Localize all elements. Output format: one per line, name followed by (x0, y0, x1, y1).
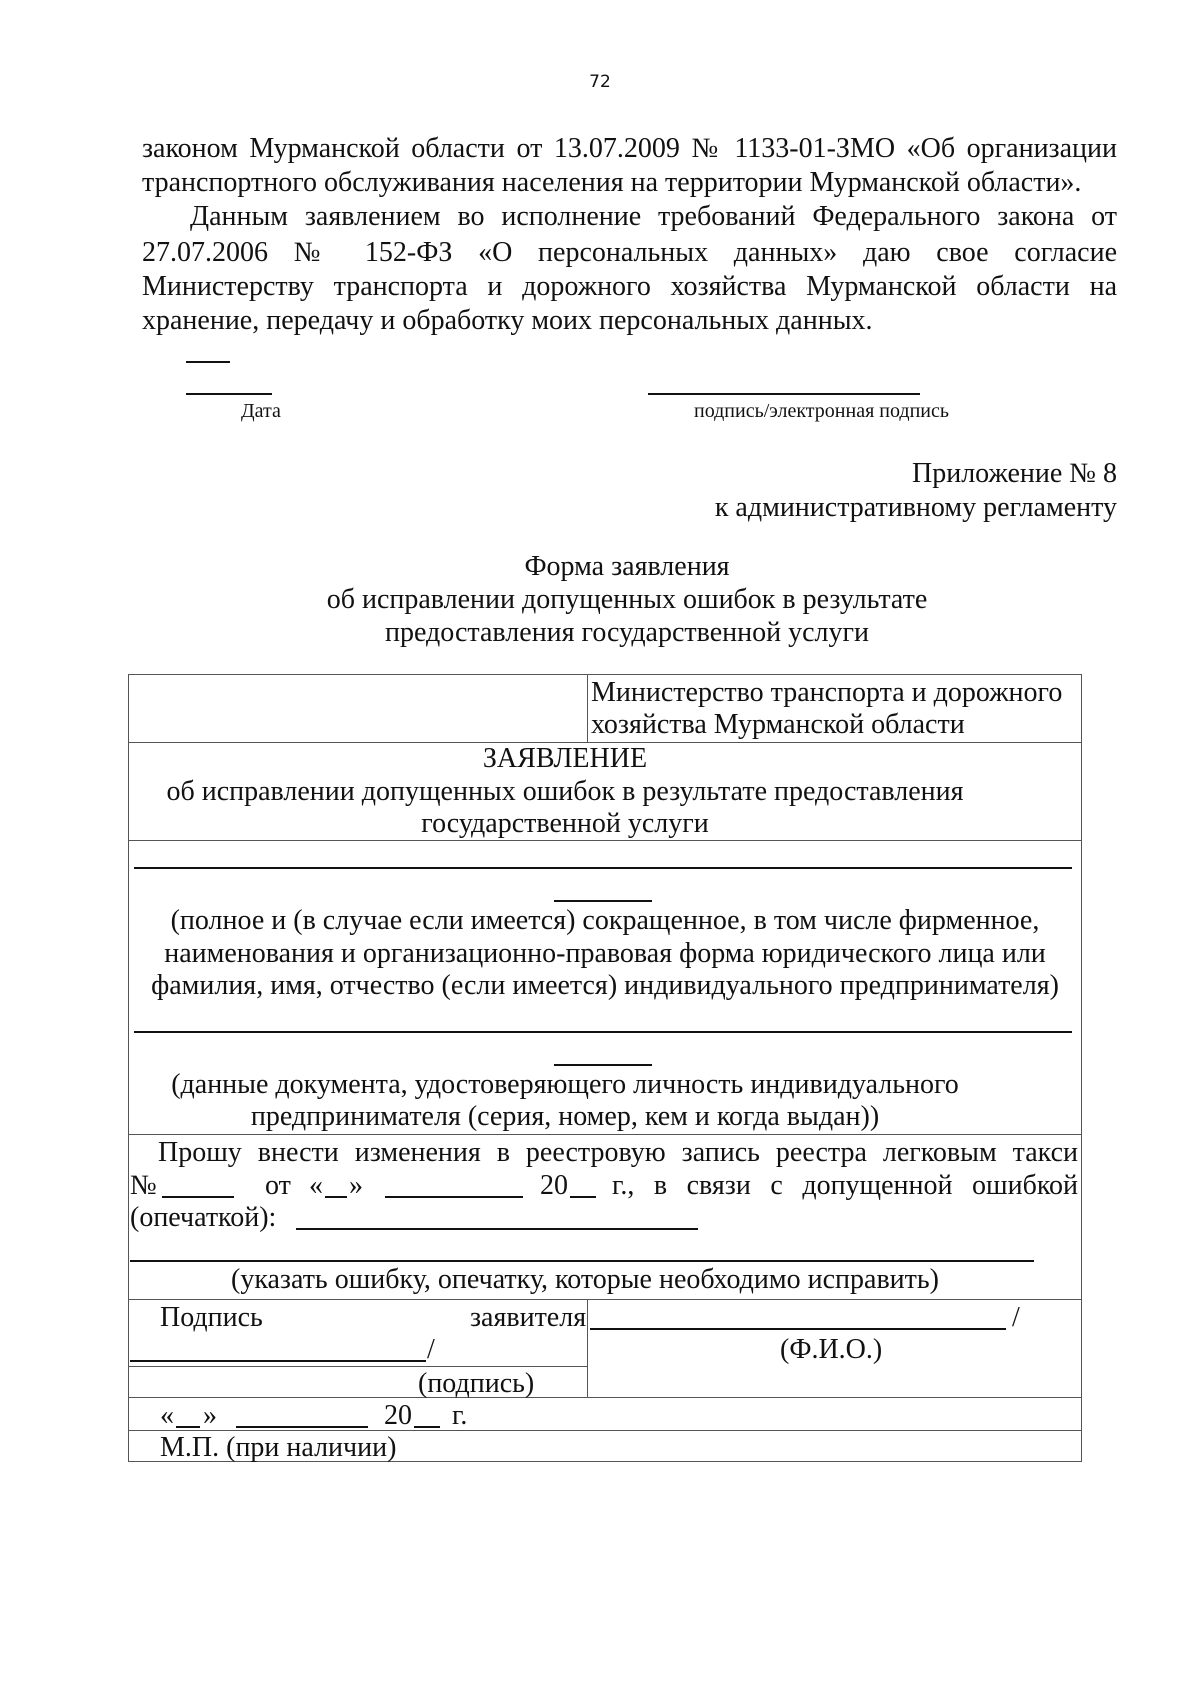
sign-word-podpis: Подпись (160, 1302, 263, 1333)
podpis-label: (подпись) (418, 1368, 535, 1399)
intro-line-5: Министерству транспорта и дорожного хозяйства Мурманской области на (142, 271, 1117, 302)
addressee-line-1: Министерство транспорта и дорожного (591, 677, 1063, 708)
date-quote-close: » (203, 1400, 217, 1431)
error-hint: (указать ошибку, опечатку, которые необходимо исправить) (231, 1264, 939, 1295)
signature-label: подпись/электронная подпись (694, 400, 949, 422)
form-title-line-2: об исправлении допущенных ошибок в результате (326, 584, 928, 615)
table-divider-top (587, 674, 588, 742)
table-rule (128, 1134, 1082, 1135)
intro-line-2: транспортного обслуживания населения на территории Мурманской области». (142, 167, 1082, 198)
form-title-line-3: предоставления государственной услуги (385, 617, 869, 648)
registry-number-blank (162, 1196, 234, 1198)
table-rule (128, 1430, 1082, 1431)
statement-heading: ЗАЯВЛЕНИЕ (482, 743, 648, 774)
applicant-name-blank-tail (554, 900, 652, 902)
intro-line-3: Данным заявлением во исполнение требований Федерального закона от (190, 201, 1117, 232)
request-from: от (265, 1170, 291, 1201)
date-day-blank (176, 1426, 200, 1428)
fio-label: (Ф.И.О.) (780, 1334, 883, 1365)
applicant-hint-line-2: наименования и организационно-правовая форма юридического лица или (164, 938, 1046, 969)
request-line-1: Прошу внести изменения в реестровую запись реестра легковым такси (158, 1137, 1078, 1168)
document-data-blank (134, 1031, 1072, 1033)
sign-word-zayavitelya: заявителя (470, 1302, 587, 1333)
applicant-hint-line-1: (полное и (в случае если имеется) сокращенное, в том числе фирменное, (170, 905, 1040, 936)
form-title-line-1: Форма заявления (524, 551, 730, 582)
date-century: 20 (384, 1400, 412, 1431)
fio-slash: / (1012, 1302, 1020, 1333)
date-label: Дата (241, 400, 281, 422)
request-month-blank (385, 1196, 523, 1198)
date-year-suffix: г. (452, 1400, 468, 1431)
date-year-blank (414, 1426, 440, 1428)
request-no-sign: № (130, 1170, 157, 1201)
table-divider-sign (587, 1299, 588, 1397)
page-number: 72 (589, 72, 611, 92)
applicant-signature-blank (130, 1360, 426, 1362)
table-rule (128, 840, 1082, 841)
intro-line-1: законом Мурманской области от 13.07.2009 № 1133-01-ЗМО «Об организации (142, 133, 1117, 164)
appendix-regulation: к административному регламенту (714, 492, 1117, 523)
table-rule (128, 1366, 587, 1367)
request-tail: г., в связи с допущенной ошибкой (612, 1170, 1078, 1201)
applicant-fio-blank (590, 1328, 1006, 1330)
table-rule (128, 1397, 1082, 1398)
intro-line-6: хранение, передачу и обработку моих персональных данных. (142, 305, 873, 336)
intro-line-4: 27.07.2006 № 152-ФЗ «О персональных данных» даю свое согласие (142, 237, 1117, 268)
document-hint-line-1: (данные документа, удостоверяющего личность индивидуального (171, 1069, 959, 1100)
request-day-blank (325, 1196, 347, 1198)
applicant-name-blank (134, 867, 1072, 869)
appendix-number: Приложение № 8 (912, 458, 1117, 489)
typo-blank (296, 1228, 698, 1230)
date-month-blank (236, 1426, 368, 1428)
document-data-blank-tail (554, 1064, 652, 1066)
table-rule (128, 1299, 1082, 1300)
date-blank (186, 393, 272, 395)
signature-slash: / (427, 1334, 435, 1365)
date-quote-open: « (160, 1400, 174, 1431)
request-quote-open: « (309, 1170, 323, 1201)
signature-blank (648, 393, 920, 395)
request-quote-close: » (349, 1170, 363, 1201)
stamp-label: М.П. (при наличии) (160, 1432, 397, 1463)
addressee-line-2: хозяйства Мурманской области (591, 709, 965, 740)
request-typo-label: (опечаткой): (130, 1202, 277, 1233)
date-blank-short (186, 361, 230, 363)
statement-line-3: государственной услуги (421, 808, 709, 839)
request-year-blank (570, 1196, 596, 1198)
request-century: 20 (540, 1170, 568, 1201)
document-hint-line-2: предпринимателя (серия, номер, кем и когда выдан)) (250, 1101, 880, 1132)
statement-line-2: об исправлении допущенных ошибок в результате предоставления (166, 776, 964, 807)
error-description-blank (130, 1260, 1034, 1262)
applicant-hint-line-3: фамилия, имя, отчество (если имеется) индивидуального предпринимателя) (151, 970, 1059, 1001)
